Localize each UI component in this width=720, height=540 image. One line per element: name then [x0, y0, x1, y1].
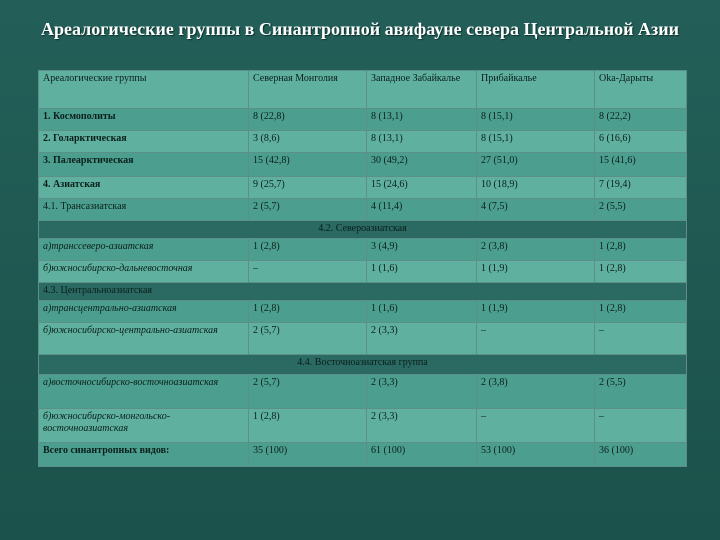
areal-groups-table: [38, 70, 687, 467]
header-cell: Северная Монголия: [249, 71, 367, 109]
header-cell: Западное Забайкалье: [367, 71, 477, 109]
table-cell: 3 (8,6): [249, 131, 367, 153]
slide-title: Ареалогические группы в Синантропной авифауне севера Центральной Азии: [41, 19, 679, 39]
table-cell: 8 (22,2): [595, 109, 687, 131]
table-cell: 1 (1,6): [367, 261, 477, 283]
table-cell: 2 (3,3): [367, 409, 477, 443]
table-cell: 7 (19,4): [595, 177, 687, 199]
table-cell: –: [249, 261, 367, 283]
total-row: [39, 443, 687, 467]
row-label: б)южносибирско-монгольско-восточноазиатская: [39, 409, 249, 443]
table-row: [39, 131, 687, 153]
table-cell: 53 (100): [477, 443, 595, 467]
table-cell: 2 (3,8): [477, 239, 595, 261]
table-cell: 1 (1,9): [477, 261, 595, 283]
table-cell: 2 (5,7): [249, 323, 367, 355]
table-cell: 6 (16,6): [595, 131, 687, 153]
table-cell: 35 (100): [249, 443, 367, 467]
table-row: [39, 199, 687, 221]
table-cell: 1 (2,8): [249, 301, 367, 323]
row-label: 4. Азиатская: [39, 177, 249, 199]
section-row: [39, 355, 687, 375]
table-row: [39, 239, 687, 261]
table-row: [39, 261, 687, 283]
row-label: б)южносибирско-центрально-азиатская: [39, 323, 249, 355]
table-header-row: [39, 71, 687, 109]
table-cell: 2 (5,7): [249, 199, 367, 221]
table-cell: 2 (3,3): [367, 323, 477, 355]
table-cell: 61 (100): [367, 443, 477, 467]
table-row: [39, 177, 687, 199]
table-row: [39, 109, 687, 131]
table-cell: –: [477, 323, 595, 355]
table-cell: 1 (2,8): [595, 301, 687, 323]
table-cell: 15 (42,8): [249, 153, 367, 177]
table-cell: 4 (11,4): [367, 199, 477, 221]
table-cell: 10 (18,9): [477, 177, 595, 199]
table-cell: 2 (5,5): [595, 375, 687, 409]
table-row: [39, 153, 687, 177]
table-cell: 8 (13,1): [367, 131, 477, 153]
total-label: Всего синантропных видов:: [39, 443, 249, 467]
table-cell: –: [595, 323, 687, 355]
table-cell: 8 (13,1): [367, 109, 477, 131]
section-heading-central-asian: 4.3. Центральноазиатская: [39, 283, 687, 301]
row-label: а)транссеверо-азиатская: [39, 239, 249, 261]
table-cell: 36 (100): [595, 443, 687, 467]
row-label: а)восточносибирско-восточноазиатская: [39, 375, 249, 409]
section-row: [39, 221, 687, 239]
table-row: [39, 323, 687, 355]
row-label: 3. Палеарктическая: [39, 153, 249, 177]
table-cell: 15 (41,6): [595, 153, 687, 177]
table-cell: 8 (15,1): [477, 109, 595, 131]
table-cell: 1 (2,8): [595, 239, 687, 261]
table-cell: 2 (5,7): [249, 375, 367, 409]
table-cell: 1 (2,8): [249, 409, 367, 443]
header-cell: Оka-Дарыты: [595, 71, 687, 109]
table-cell: –: [595, 409, 687, 443]
section-row: [39, 283, 687, 301]
table-cell: 1 (1,6): [367, 301, 477, 323]
table-cell: 2 (3,3): [367, 375, 477, 409]
table-cell: 4 (7,5): [477, 199, 595, 221]
table-row: [39, 409, 687, 443]
table-cell: 9 (25,7): [249, 177, 367, 199]
table-cell: 2 (5,5): [595, 199, 687, 221]
table-cell: 1 (2,8): [595, 261, 687, 283]
table-row: [39, 301, 687, 323]
row-label: 1. Космополиты: [39, 109, 249, 131]
header-cell: Прибайкалье: [477, 71, 595, 109]
row-label: 4.1. Трансазиатская: [39, 199, 249, 221]
table-cell: 1 (2,8): [249, 239, 367, 261]
table-cell: 27 (51,0): [477, 153, 595, 177]
row-label: а)трансцентрально-азиатская: [39, 301, 249, 323]
section-heading-east-asian: 4.4. Восточноазиатская группа: [39, 355, 687, 375]
section-heading-north-asian: 4.2. Североазиатская: [39, 221, 687, 239]
table-cell: 1 (1,9): [477, 301, 595, 323]
header-cell: Ареалогические группы: [39, 71, 249, 109]
table-cell: 30 (49,2): [367, 153, 477, 177]
table-cell: 15 (24,6): [367, 177, 477, 199]
table-cell: 8 (22,8): [249, 109, 367, 131]
row-label: 2. Голарктическая: [39, 131, 249, 153]
table-row: [39, 375, 687, 409]
table-cell: 8 (15,1): [477, 131, 595, 153]
row-label: б)южносибирско-дальневосточная: [39, 261, 249, 283]
table-cell: 3 (4,9): [367, 239, 477, 261]
table-cell: 2 (3,8): [477, 375, 595, 409]
table-cell: –: [477, 409, 595, 443]
